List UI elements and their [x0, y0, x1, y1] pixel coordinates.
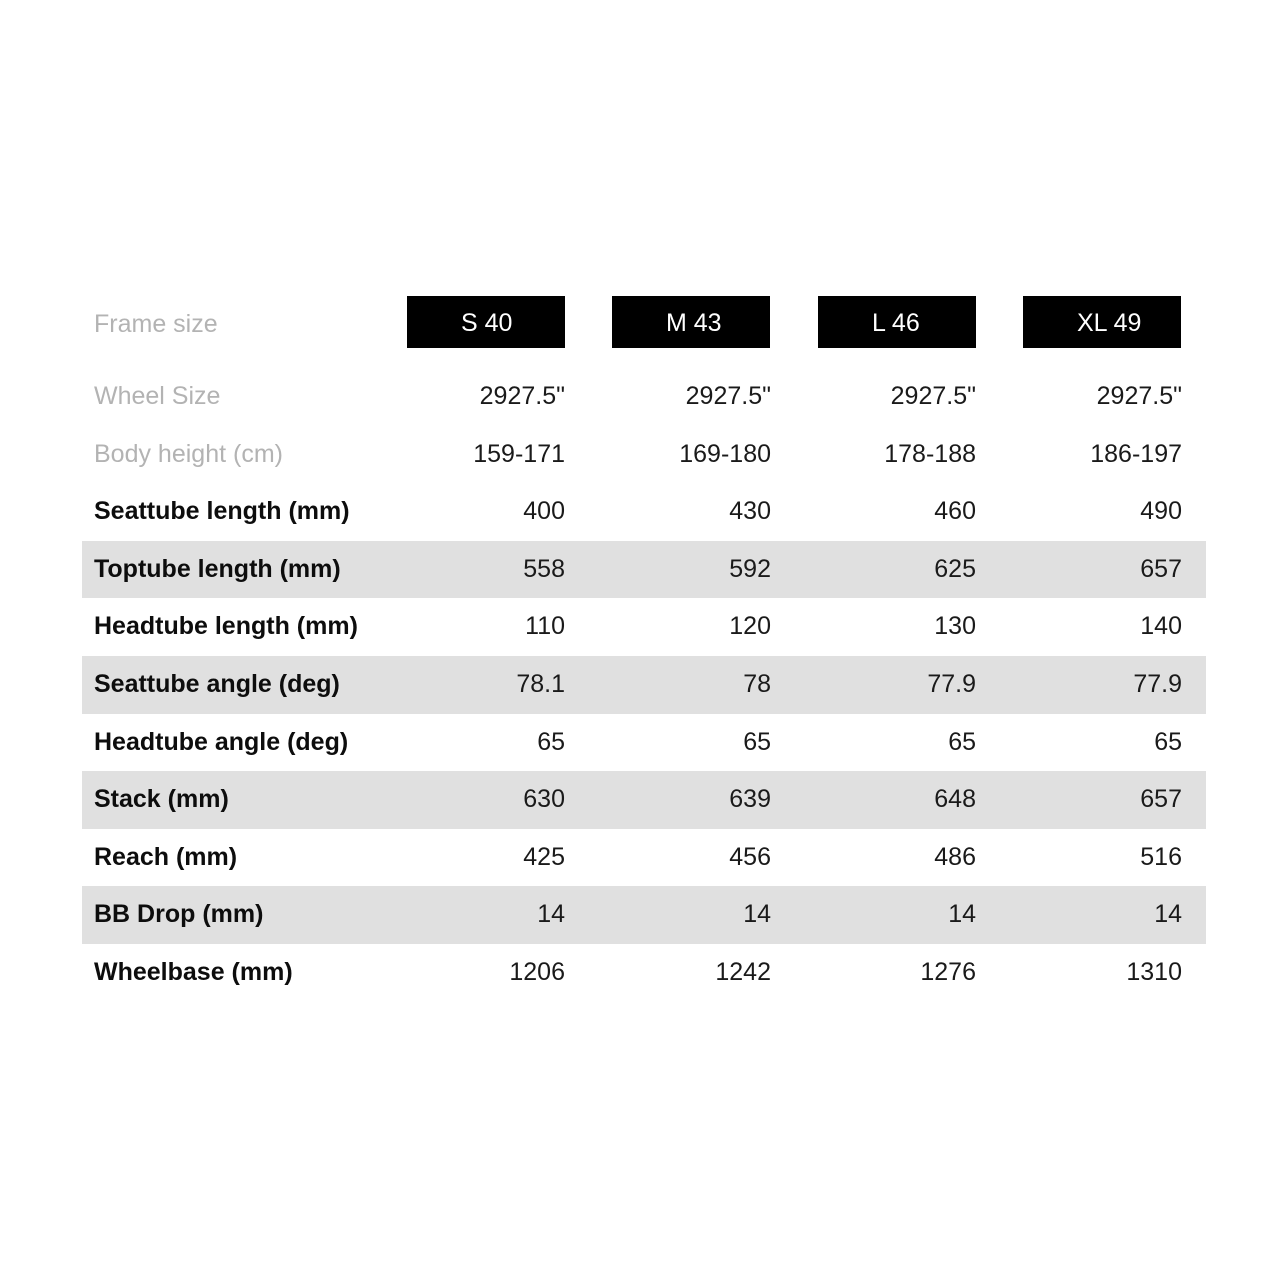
row-seattube-length	[82, 483, 1206, 541]
cell-xl49: 14	[1154, 900, 1182, 929]
cell-m43: 169-180	[679, 439, 771, 468]
cell-xl49: 140	[1140, 612, 1182, 641]
cell-s40: 400	[523, 497, 565, 526]
header-spacer	[82, 348, 1206, 368]
cell-xl49: 657	[1140, 785, 1182, 814]
cell-m43: 1242	[715, 957, 771, 986]
row-headtube-length	[82, 598, 1206, 656]
row-reach	[82, 829, 1206, 887]
cell-m43: 2927.5"	[685, 382, 771, 410]
row-label: Wheel Size	[94, 382, 221, 410]
row-seattube-angle	[82, 656, 1206, 714]
row-label: Body height (cm)	[94, 439, 283, 468]
cell-l46: 77.9	[927, 669, 976, 698]
size-s40-header: S 40	[407, 296, 565, 348]
row-toptube-length	[82, 541, 1206, 599]
cell-m43: 639	[729, 785, 771, 814]
size-m43-header: M 43	[612, 296, 770, 348]
row-headtube-angle	[82, 714, 1206, 772]
size-l46-header: L 46	[818, 296, 976, 348]
cell-s40: 558	[523, 554, 565, 583]
size-header-row	[82, 296, 1206, 348]
row-wheelbase	[82, 944, 1206, 1002]
cell-s40: 78.1	[516, 669, 565, 698]
row-bb-drop	[82, 886, 1206, 944]
row-label: Headtube angle (deg)	[94, 727, 349, 756]
row-wheel-size	[82, 368, 1206, 426]
cell-l46: 178-188	[884, 439, 976, 468]
row-label: Headtube length (mm)	[94, 612, 358, 641]
row-label: Seattube length (mm)	[94, 497, 350, 526]
cell-m43: 592	[729, 554, 771, 583]
cell-l46: 65	[948, 727, 976, 756]
cell-s40: 65	[537, 727, 565, 756]
cell-m43: 78	[743, 669, 771, 698]
cell-m43: 430	[729, 497, 771, 526]
row-stack	[82, 771, 1206, 829]
cell-s40: 14	[537, 900, 565, 929]
row-label: Wheelbase (mm)	[94, 957, 293, 986]
cell-xl49: 516	[1140, 842, 1182, 871]
row-label: Seattube angle (deg)	[94, 669, 340, 698]
cell-s40: 2927.5"	[479, 382, 565, 410]
cell-l46: 1276	[920, 957, 976, 986]
cell-xl49: 490	[1140, 497, 1182, 526]
geometry-table	[82, 296, 1206, 1002]
cell-s40: 630	[523, 785, 565, 814]
cell-m43: 120	[729, 612, 771, 641]
cell-l46: 625	[934, 554, 976, 583]
cell-s40: 110	[525, 612, 565, 641]
cell-xl49: 77.9	[1133, 669, 1182, 698]
cell-m43: 456	[729, 842, 771, 871]
cell-l46: 460	[934, 497, 976, 526]
cell-m43: 65	[743, 727, 771, 756]
cell-s40: 425	[523, 842, 565, 871]
cell-l46: 14	[948, 900, 976, 929]
size-xl49-header: XL 49	[1023, 296, 1181, 348]
cell-xl49: 1310	[1126, 957, 1182, 986]
cell-xl49: 65	[1154, 727, 1182, 756]
row-body-height	[82, 426, 1206, 484]
row-label: Reach (mm)	[94, 842, 238, 871]
cell-m43: 14	[743, 900, 771, 929]
frame-size-label: Frame size	[94, 310, 218, 338]
cell-xl49: 186-197	[1090, 439, 1182, 468]
cell-l46: 648	[934, 785, 976, 814]
cell-l46: 2927.5"	[890, 382, 976, 410]
cell-s40: 159-171	[473, 439, 565, 468]
cell-s40: 1206	[509, 957, 565, 986]
row-label: BB Drop (mm)	[94, 900, 264, 929]
cell-xl49: 2927.5"	[1096, 382, 1182, 410]
row-label: Stack (mm)	[94, 785, 229, 814]
row-label: Toptube length (mm)	[94, 554, 341, 583]
cell-l46: 130	[934, 612, 976, 641]
cell-l46: 486	[934, 842, 976, 871]
cell-xl49: 657	[1140, 554, 1182, 583]
